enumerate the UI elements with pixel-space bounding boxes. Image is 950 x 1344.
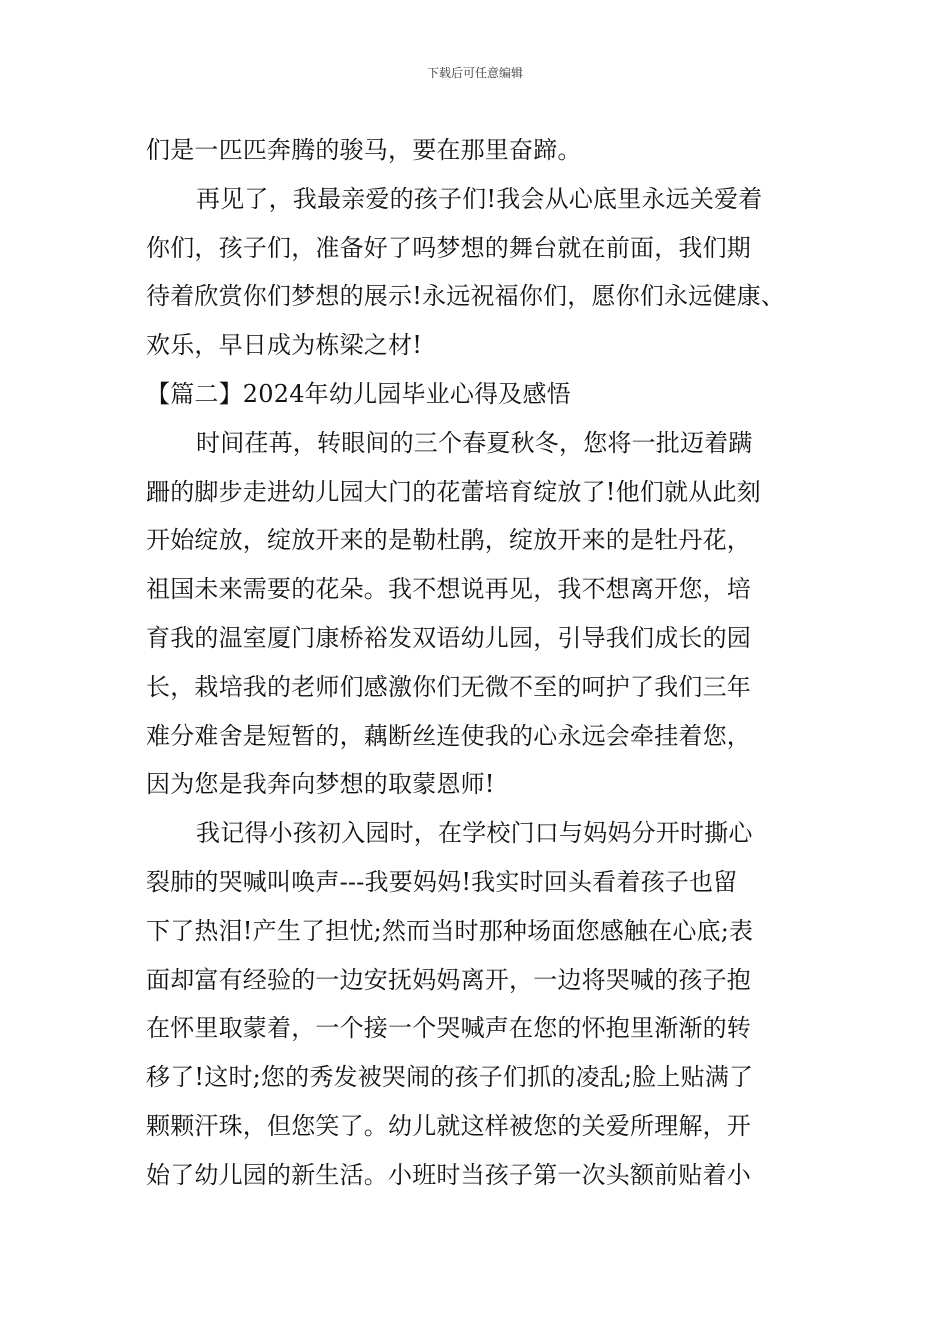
text-line-21: 颗颗汗珠，但您笑了。幼儿就这样被您的关爱所理解，开 — [146, 1111, 751, 1140]
text-line-4: 待着欣赏你们梦想的展示!永远祝福你们，愿你们永远健康、 — [146, 282, 786, 311]
section-heading: 【篇二】2024年幼儿园毕业心得及感悟 — [146, 379, 571, 408]
text-line-15: 我记得小孩初入园时，在学校门口与妈妈分开时撕心 — [196, 819, 753, 848]
text-line-13: 难分难舍是短暂的，藕断丝连使我的心永远会牵挂着您， — [146, 721, 751, 750]
text-line-2: 再见了，我最亲爱的孩子们!我会从心底里永远关爱着 — [196, 184, 763, 213]
text-line-1: 们是一匹匹奔腾的骏马，要在那里奋蹄。 — [146, 136, 582, 164]
text-line-8: 跚的脚步走进幼儿园大门的花蕾培育绽放了!他们就从此刻 — [146, 477, 761, 506]
text-line-17: 下了热泪!产生了担忧;然而当时那种场面您感触在心底;表 — [146, 916, 754, 945]
text-line-12: 长，栽培我的老师们感激你们无微不至的呵护了我们三年 — [146, 672, 751, 701]
text-line-10: 祖国未来需要的花朵。我不想说再见，我不想离开您，培 — [146, 575, 751, 604]
text-line-7: 时间荏苒，转眼间的三个春夏秋冬，您将一批迈着蹒 — [196, 428, 753, 457]
text-line-3: 你们，孩子们，准备好了吗梦想的舞台就在前面，我们期 — [146, 233, 751, 262]
text-line-18: 面却富有经验的一边安抚妈妈离开，一边将哭喊的孩子抱 — [146, 965, 751, 994]
page-header: 下载后可任意编辑 — [426, 66, 523, 80]
text-line-14: 因为您是我奔向梦想的取蒙恩师! — [146, 770, 495, 799]
document-body — [146, 126, 836, 1200]
text-line-9: 开始绽放，绽放开来的是勒杜鹃，绽放开来的是牡丹花， — [146, 526, 751, 555]
text-line-16: 裂肺的哭喊叫唤声---我要妈妈!我实时回头看着孩子也留 — [146, 867, 738, 896]
text-line-19: 在怀里取蒙着，一个接一个哭喊声在您的怀抱里渐渐的转 — [146, 1014, 751, 1043]
text-line-22: 始了幼儿园的新生活。小班时当孩子第一次头额前贴着小 — [146, 1160, 751, 1189]
text-line-20: 移了!这时;您的秀发被哭闹的孩子们抓的凌乱;脸上贴满了 — [146, 1063, 754, 1092]
text-line-11: 育我的温室厦门康桥裕发双语幼儿园，引导我们成长的园 — [146, 623, 751, 652]
text-line-5: 欢乐，早日成为栋梁之材! — [146, 331, 423, 360]
